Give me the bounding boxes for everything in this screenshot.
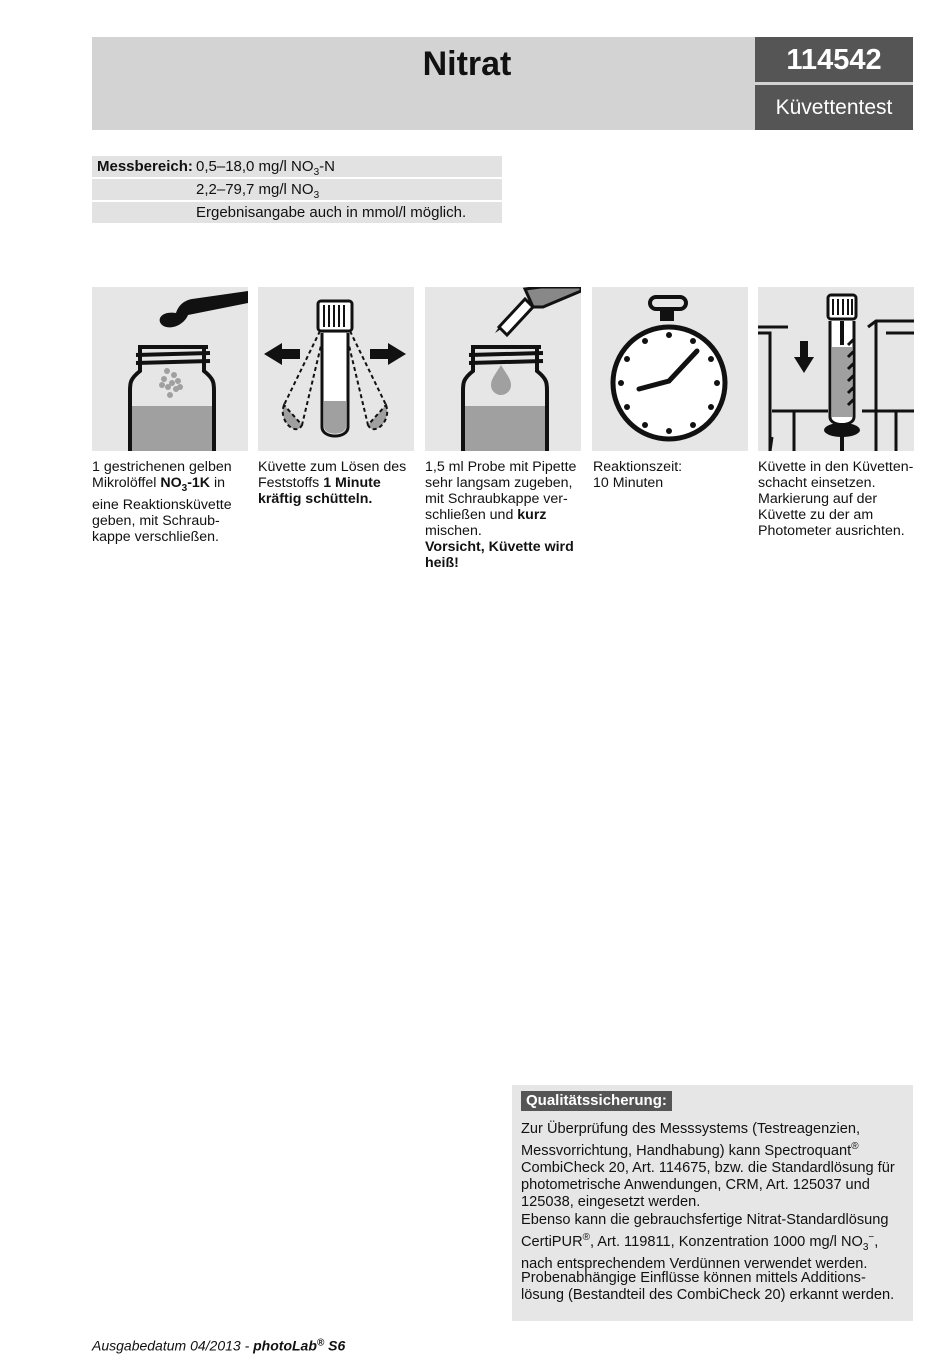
qa-paragraph-2: Ebenso kann die gebrauchsfertige Nitrat-Standardlösung CertiPUR®, Art. 119811, Konzentration 1000 mg/l $NO_3^-$, nach entsprechendem Verdünnen verwendet werden. bbox=[521, 1212, 889, 1272]
step-2-text: Küvette zum Lösen des Feststoffs 1 Minute kräftig schütteln. bbox=[258, 459, 407, 507]
product-name: photoLab bbox=[253, 1337, 317, 1354]
page-title: Nitrat bbox=[422, 45, 512, 83]
vial-icon bbox=[463, 345, 547, 451]
spoon-icon bbox=[160, 291, 248, 327]
shake-tube-icon bbox=[283, 301, 387, 436]
vial-icon bbox=[130, 345, 214, 451]
range-row-2 bbox=[92, 179, 502, 200]
step-4-text: Reaktionszeit: 10 Minuten bbox=[593, 459, 683, 491]
issue-date: Ausgabedatum 04/2013 - bbox=[92, 1337, 254, 1354]
footer: Ausgabedatum 04/2013 - photoLab® S6 bbox=[92, 1337, 346, 1354]
qa-heading: Qualitätssicherung: bbox=[521, 1091, 672, 1111]
step-1-text: 1 gestrichenen gelben Mikrolöffel $NO_3-1K$ in eine Reaktionsküvette geben, mit Schraub- kappe verschließen. bbox=[92, 459, 232, 545]
right-arrow-icon bbox=[370, 343, 406, 365]
down-arrow-icon bbox=[794, 341, 814, 373]
step-4-illustration bbox=[592, 287, 748, 451]
range-label: Messbereich: bbox=[97, 158, 193, 175]
left-arrow-icon bbox=[264, 343, 300, 365]
range-row-3 bbox=[92, 202, 502, 223]
step-1-illustration bbox=[92, 287, 248, 451]
qa-paragraph-1: Zur Überprüfung des Messsystems (Testreagenzien, Messvorrichtung, Handhabung) kann Spectroquant® CombiCheck 20, Art. 114675, bzw. die Standardlösung für photometrische Anwendungen, CRM, Art. 125037 und 125038, eingesetzt werden. bbox=[521, 1121, 895, 1210]
step-5-illustration bbox=[758, 287, 914, 451]
step-3-text: 1,5 ml Probe mit Pipette sehr langsam zugeben, mit Schraubkappe ver- schließen und kurz mischen. Vorsicht, Küvette wird heiß! bbox=[425, 459, 577, 571]
step-2-illustration bbox=[258, 287, 414, 451]
range-note: Ergebnisangabe auch in mmol/l möglich. bbox=[196, 204, 467, 221]
article-number: 114542 bbox=[755, 37, 913, 82]
stopwatch-icon bbox=[613, 297, 725, 439]
step-3-illustration bbox=[425, 287, 581, 451]
droplet-icon bbox=[491, 365, 511, 395]
cuvette-icon bbox=[824, 295, 860, 451]
step-5-text: Küvette in den Küvetten- schacht einsetzen. Markierung auf der Küvette zu der am Photometer ausrichten. bbox=[758, 459, 914, 539]
range-row-1 bbox=[92, 156, 502, 177]
pipette-icon bbox=[495, 287, 581, 335]
test-type: Küvettentest bbox=[755, 85, 913, 130]
product-model: S6 bbox=[324, 1337, 346, 1354]
range-value-2: 2,2–79,7 mg/l $NO_3$ bbox=[196, 181, 320, 201]
range-value-1: 0,5–18,0 mg/l $NO_3-N$ bbox=[196, 158, 335, 178]
quality-assurance-box bbox=[512, 1085, 913, 1321]
qa-paragraph-3: Probenabhängige Einflüsse können mittels Additions- lösung (Bestandteil des CombiCheck 20) erkannt werden. bbox=[521, 1270, 895, 1303]
